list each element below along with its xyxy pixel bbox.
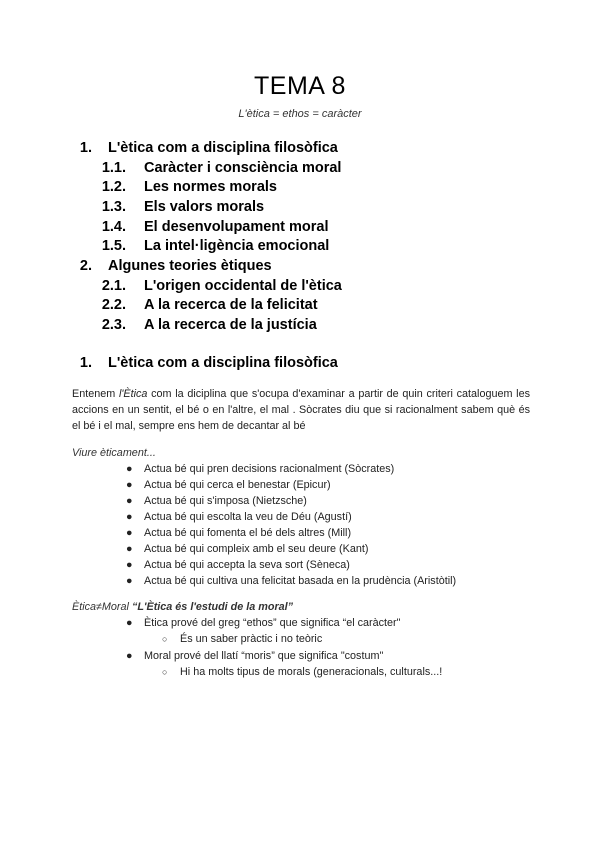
toc-number: 1.2. [101, 179, 126, 195]
paragraph-text-start: Entenem [72, 388, 119, 400]
viure-label: Viure èticament... [72, 447, 156, 459]
toc-number: 1. [79, 140, 92, 156]
list-item-text: Actua bé qui pren decisions racionalment (Sòcrates) [144, 463, 395, 475]
section-heading [0, 355, 600, 375]
list-item-text: Moral prové del llatí “moris” que significa "costum" [144, 650, 384, 662]
toc-number: 2.1. [101, 278, 126, 294]
bullet-icon: ● [126, 650, 133, 662]
list-item-text: Actua bé qui compleix amb el seu deure (Kant) [144, 543, 369, 555]
sub-bullet-icon: ○ [162, 667, 168, 677]
bullet-icon: ● [126, 511, 133, 523]
list-item-text: Actua bé qui cultiva una felicitat basada en la prudència (Aristòtil) [144, 575, 457, 587]
toc-label: L'ètica com a disciplina filosòfica [108, 140, 338, 156]
bullet-icon: ● [126, 495, 133, 507]
toc-label: Els valors morals [144, 199, 265, 215]
list-item-text: Actua bé qui cerca el benestar (Epicur) [144, 479, 331, 491]
paragraph-emphasis: l'Ètica [118, 388, 148, 400]
toc-number: 1.3. [101, 199, 126, 215]
toc-number: 2.2. [101, 297, 126, 313]
list-item-text: Actua bé qui escolta la veu de Déu (Agustí) [144, 511, 352, 523]
toc-label: Les normes morals [144, 179, 277, 195]
toc-label: La intel·ligència emocional [144, 238, 330, 254]
bullet-icon: ● [126, 479, 133, 491]
toc-number: 1.1. [101, 160, 126, 176]
toc-number: 2. [79, 258, 92, 274]
toc-number: 1.5. [101, 238, 126, 254]
bullet-icon: ● [126, 559, 133, 571]
toc-number: 1.4. [101, 219, 126, 235]
toc-label: A la recerca de la felicitat [144, 297, 318, 313]
etica-moral-quote: “L'Ètica és l'estudi de la moral” [131, 601, 294, 613]
list-item-text: Actua bé qui s'imposa (Nietzsche) [144, 495, 307, 507]
paragraph-text-end: com la diciplina que s'ocupa d'examinar a partir de quin criteri cataloguem les accions en un sentit, el bé o en l'altre, el mal . Sòcrates diu que si racionalment sabem què és el bé i el mal, sempre ens hem de decantar al bé [72, 388, 530, 432]
toc-label: El desenvolupament moral [144, 219, 329, 235]
toc-number: 2.3. [101, 317, 126, 333]
list-item-text: És un saber pràctic i no teòric [180, 633, 323, 645]
sub-bullet-icon: ○ [162, 634, 168, 644]
toc-label: Caràcter i consciència moral [144, 160, 342, 176]
list-item-text: Actua bé qui accepta la seva sort (Sèneca) [144, 559, 350, 571]
etica-moral-prefix: Ètica≠Moral [72, 601, 132, 613]
bullet-icon: ● [126, 575, 133, 587]
bullet-icon: ● [126, 617, 133, 629]
toc-label: A la recerca de la justícia [144, 317, 317, 333]
etica-moral-label [72, 601, 293, 613]
toc-label: L'origen occidental de l'ètica [144, 278, 342, 294]
bullet-icon: ● [126, 543, 133, 555]
toc-label: Algunes teories ètiques [108, 258, 272, 274]
bullet-icon: ● [126, 463, 133, 475]
section-title: L'ètica com a disciplina filosòfica [108, 355, 338, 371]
list-item-text: Hi ha molts tipus de morals (generacionals, culturals...! [180, 666, 443, 678]
list-item-text: Ètica prové del greg “ethos” que significa “el caràcter" [144, 617, 401, 629]
page-subtitle: L'ètica = ethos = caràcter [238, 108, 362, 120]
intro-paragraph [72, 386, 530, 434]
page-title: TEMA 8 [254, 72, 346, 100]
section-number: 1. [79, 355, 92, 371]
list-item-text: Actua bé qui fomenta el bé dels altres (Mill) [144, 527, 352, 539]
bullet-icon: ● [126, 527, 133, 539]
